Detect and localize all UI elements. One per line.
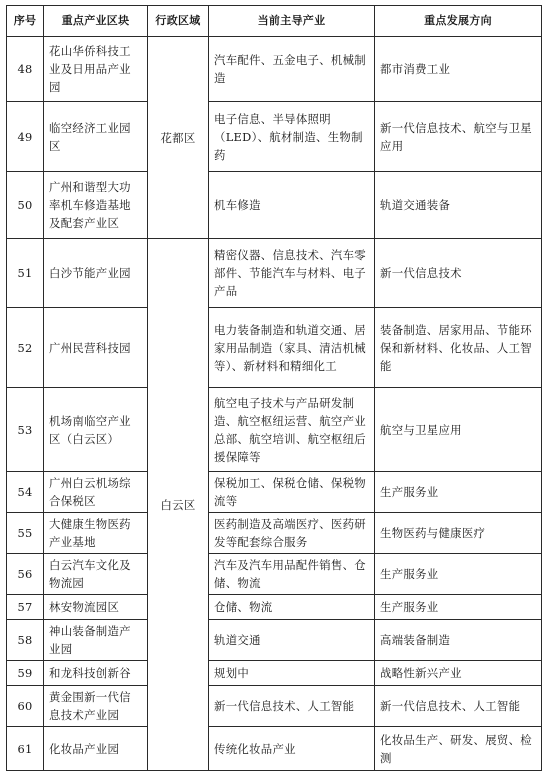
row-no: 59 xyxy=(7,661,44,686)
table-row xyxy=(7,620,542,661)
row-direction: 生产服务业 xyxy=(375,472,542,513)
row-direction: 航空与卫星应用 xyxy=(375,388,542,472)
row-direction: 化妆品生产、研发、展贸、检测 xyxy=(375,727,542,771)
row-direction: 新一代信息技术、人工智能 xyxy=(375,686,542,727)
row-no: 55 xyxy=(7,513,44,554)
table-header-row xyxy=(7,6,542,37)
row-direction: 新一代信息技术 xyxy=(375,239,542,308)
table-row xyxy=(7,513,542,554)
row-direction: 高端装备制造 xyxy=(375,620,542,661)
row-direction: 战略性新兴产业 xyxy=(375,661,542,686)
row-block: 黄金围新一代信息技术产业园 xyxy=(44,686,148,727)
header-no: 序号 xyxy=(7,6,44,37)
row-industry: 电力装备制造和轨道交通、居家用品制造（家具、清洁机械等）、新材料和精细化工 xyxy=(209,308,375,388)
header-direction: 重点发展方向 xyxy=(375,6,542,37)
row-industry: 汽车及汽车用品配件销售、仓储、物流 xyxy=(209,554,375,595)
row-industry: 航空电子技术与产品研发制造、航空枢纽运营、航空产业总部、航空培训、航空枢纽后援保障等 xyxy=(209,388,375,472)
header-industry: 当前主导产业 xyxy=(209,6,375,37)
row-direction: 都市消费工业 xyxy=(375,37,542,102)
table-row xyxy=(7,686,542,727)
row-no: 60 xyxy=(7,686,44,727)
row-no: 51 xyxy=(7,239,44,308)
row-industry: 传统化妆品产业 xyxy=(209,727,375,771)
header-block: 重点产业区块 xyxy=(44,6,148,37)
row-block: 花山华侨科技工业及日用品产业园 xyxy=(44,37,148,102)
row-block: 林安物流园区 xyxy=(44,595,148,620)
industry-block-table xyxy=(6,5,542,771)
row-industry: 轨道交通 xyxy=(209,620,375,661)
row-no: 57 xyxy=(7,595,44,620)
row-industry: 汽车配件、五金电子、机械制造 xyxy=(209,37,375,102)
row-block: 化妆品产业园 xyxy=(44,727,148,771)
table-row xyxy=(7,37,542,102)
row-block: 和龙科技创新谷 xyxy=(44,661,148,686)
table-row xyxy=(7,388,542,472)
table-row xyxy=(7,554,542,595)
header-region: 行政区域 xyxy=(148,6,209,37)
row-no: 48 xyxy=(7,37,44,102)
row-block: 白云汽车文化及物流园 xyxy=(44,554,148,595)
region-baiyun: 白云区 xyxy=(148,239,209,771)
table-row xyxy=(7,595,542,620)
table-row xyxy=(7,472,542,513)
row-block: 神山装备制造产业园 xyxy=(44,620,148,661)
row-block: 临空经济工业园区 xyxy=(44,102,148,172)
row-industry: 保税加工、保税仓储、保税物流等 xyxy=(209,472,375,513)
row-direction: 生物医药与健康医疗 xyxy=(375,513,542,554)
row-no: 52 xyxy=(7,308,44,388)
row-direction: 生产服务业 xyxy=(375,595,542,620)
row-industry: 规划中 xyxy=(209,661,375,686)
row-block: 白沙节能产业园 xyxy=(44,239,148,308)
row-industry: 医药制造及高端医疗、医药研发等配套综合服务 xyxy=(209,513,375,554)
row-no: 54 xyxy=(7,472,44,513)
row-industry: 仓储、物流 xyxy=(209,595,375,620)
table-row xyxy=(7,727,542,771)
row-direction: 轨道交通装备 xyxy=(375,172,542,239)
row-no: 50 xyxy=(7,172,44,239)
row-direction: 新一代信息技术、航空与卫星应用 xyxy=(375,102,542,172)
row-block: 广州白云机场综合保税区 xyxy=(44,472,148,513)
row-no: 58 xyxy=(7,620,44,661)
table-row xyxy=(7,308,542,388)
row-industry: 新一代信息技术、人工智能 xyxy=(209,686,375,727)
row-industry: 电子信息、半导体照明（LED）、航材制造、生物制药 xyxy=(209,102,375,172)
row-industry: 机车修造 xyxy=(209,172,375,239)
row-block: 广州和谐型大功率机车修造基地及配套产业区 xyxy=(44,172,148,239)
row-no: 53 xyxy=(7,388,44,472)
row-block: 大健康生物医药产业基地 xyxy=(44,513,148,554)
region-huadu: 花都区 xyxy=(148,37,209,239)
row-block: 机场南临空产业区（白云区） xyxy=(44,388,148,472)
row-no: 49 xyxy=(7,102,44,172)
table-row xyxy=(7,239,542,308)
row-industry: 精密仪器、信息技术、汽车零部件、节能汽车与材料、电子产品 xyxy=(209,239,375,308)
row-direction: 装备制造、居家用品、节能环保和新材料、化妆品、人工智能 xyxy=(375,308,542,388)
row-no: 61 xyxy=(7,727,44,771)
row-no: 56 xyxy=(7,554,44,595)
table-row xyxy=(7,102,542,172)
table-row xyxy=(7,661,542,686)
row-direction: 生产服务业 xyxy=(375,554,542,595)
table-row xyxy=(7,172,542,239)
row-block: 广州民营科技园 xyxy=(44,308,148,388)
